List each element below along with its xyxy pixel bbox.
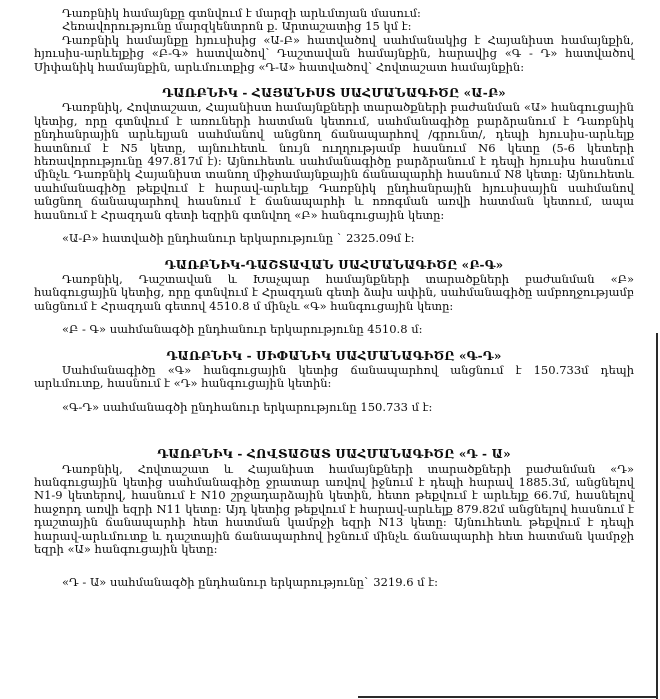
section-heading-g-d: ԴԱՌԲՆԻԿ - ՍԻՓԱՆԻԿ ՍԱՀՄԱՆԱԳԻԾԸ «Գ-Դ» — [166, 348, 502, 363]
section-darbnik-hayanist — [34, 87, 634, 245]
section-summary-a-b: «Ա-Բ» հատվածի ընդհանուր երկարությունը ` 2325.09մ է: — [62, 231, 415, 246]
section-summary-b-g: «Բ - Գ» սահմանագծի ընդհանուր երկարությունը 4510.8 մ: — [62, 322, 423, 337]
section-darbnik-dashtavan — [34, 259, 634, 337]
section-heading-d-a: ԴԱՌԲՆԻԿ - ՀՈՎՏԱՇԱՏ ՍԱՀՄԱՆԱԳԻԾԸ «Դ - Ա» — [157, 447, 511, 462]
scan-edge-artifact-bottom — [358, 696, 658, 698]
section-summary-g-d: «Գ-Դ» սահմանագծի ընդհանուր երկարությունը 150.733 մ է: — [62, 399, 433, 414]
section-darbnik-sipanik — [34, 350, 634, 415]
section-darbnik-hovtashat — [34, 448, 634, 590]
section-summary-d-a: «Դ - Ա» սահմանագծի ընդհանուր երկարությունը` 3219.6 մ է: — [62, 575, 438, 590]
intro-line-1: Դառբնիկ համայնքը գտնվում է մարզի արևմտյան մասում: — [62, 6, 421, 20]
intro-paragraph: Դառբնիկ համայնքը հյուսիսից «Ա-Բ» հատվածով սահմանակից է Հայանիստ համայնքին, հյուսիս-արևելքից «Բ-Գ» հատվածով՝ Դաշտավան համայնքին, հարավից «Գ - Դ» հատվածով Սիփանիկ համայնքին, արևմուտքից «Դ-Ա» հատվածով՝ Հովտաշատ համայնքին: — [34, 32, 634, 74]
section-body-d-a: Դառբնիկ, Հովտաշատ և Հայանիստ համայնքների տարածքների բաժանման «Դ» հանգուցային կետից սահմանագիծը ջրատար առվով իջնում է դեպի հարավ 1885.3մ, անցնելով N1-9 կետերով, հասնում է N10 շրջադարձային կետին, հետո թեքվում է արևելք 66.7մ, հասնելով հաջորդ առվի եզրի N11 կետը: Այդ կետից թեքվում է հարավ-արևելք 879.82մ անցնելով հասնում է դաշտային ճանապարհի հետ հատման կամրջի եզրի N13 կետը: Այնուհետև թեքվում է դեպի հարավ-արևմուտք և դաշտային ճանապարհով իջնում մինչև ճանապարհի հետ հատման կամրջի եզրի «Ա» հանգուցային կետը: — [34, 461, 634, 556]
section-body-a-b: Դառբնիկ, Հովտաշատ, Հայանիստ համայնքների տարածքների բաժանման «Ա» հանգուցային կետից, որը գտնվում է առուների հատման կետում, սահմանագիծը բարձրանում է Դառբնիկ ընդհանրային արևելյան սահմանով անցնող ճանապարհով /գրունտ/, դեպի հյուսիս-արևելք հատնում է N5 կետը, այնուհետև նույն ուղղությամբ հասնում N6 կետը (5-6 կետերի հեռավորությունը 497.817մ է): Այնուհետև սահմանագիծը բարձրանում է դեպի հյուսիս հասնում մինչև Դառբնիկ Հայանիստ տանող միջհամայնքային ճանապարհի հասնում N8 կետը: Այնուհետև սահմանագիծը թեքվում է հարավ-արևելք Դառբնիկ ընդհանրային հյուսիսային սահմանով անցնող ճանապարհով հասնում է ճանապարհի և ոռոգման առվի հատման կետում, ապա հասնում է Հրազդան գետի եզրին գտնվող «Բ» հանգուցային կետը: — [34, 100, 634, 222]
section-body-g-d: Սահմանագիծը «Գ» հանգուցային կետից ճանապարհով անցնում է 150.733մ դեպի արևմուտք, հասնում է «Դ» հանգուցային կետին: — [34, 362, 634, 391]
scan-edge-artifact-right — [656, 333, 658, 699]
section-heading-a-b: ԴԱՌԲՆԻԿ - ՀԱՅԱՆԻՍՏ ՍԱՀՄԱՆԱԳԻԾԸ «Ա-Բ» — [162, 86, 506, 101]
section-body-b-g: Դառբնիկ, Դաշտավան և Խաչպար համայնքների տարածքների բաժանման «Բ» հանգուցային կետից, որը գտնվում է Հրազդան գետի ձախ ափին, սահմանագիծը ամբողջությամբ անցնում է Հրազդան գետով 4510.8 մ մինչև «Գ» հանգուցային կետը: — [34, 271, 634, 313]
intro-line-2: Հեռավորությունը մարզկենտրոն ք. Արտաշատից 15 կմ է: — [62, 19, 412, 34]
section-heading-b-g: ԴԱՌԲՆԻԿ-ԴԱՇՏԱՎԱՆ ՍԱՀՄԱՆԱԳԻԾԸ «Բ-Գ» — [164, 257, 504, 272]
